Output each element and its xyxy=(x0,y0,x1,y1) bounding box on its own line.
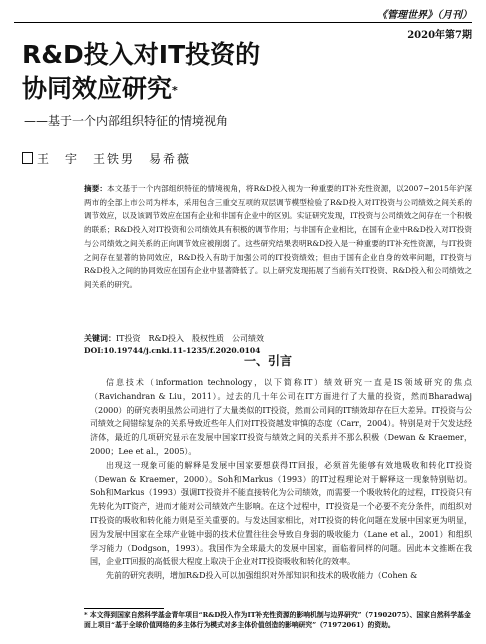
author-names: 王 宇 王铁男 易希薇 xyxy=(37,152,192,166)
keywords xyxy=(84,332,472,345)
square-icon xyxy=(22,152,33,164)
issue-number: 2020年第7期 xyxy=(407,30,472,41)
paragraph: 出现这一现象可能的解释是发展中国家要想获得IT回报，必须首先能够有效地吸收和转化IT投资（Dewan & Kraemer，2000）。Soh和Markus（1993）的IT过程理论对于解释这一现象特别贴切。Soh和Markus（1993）强调IT投资并不能直接转化为公司绩效，而需要一个吸收转化的过程，IT投资只有先转化为IT资产，进而才能对公司绩效产生影响。在这个过程中，IT投资是一个必要不充分条件，而组织对IT投资的吸收和转化能力则是至关重要的。与发达国家相比，对IT投资的转化问题在发展中国家更为明显，因为发展中国家在全球产业链中弱的技术位置往往会导致自身弱的吸收能力（Lane et al.，2001）和组织学习能力（Dodgson，1993）。我国作为全球最大的发展中国家，面临着同样的问题。因此本文推断在我国，企业IT回报的高低很大程度上取决于企业对IT投资吸收和转化的效率。 xyxy=(90,460,472,567)
paragraph: 信息技术（information technology，以下简称IT）绩效研究一直是IS领域研究的焦点（Ravichandran & Liu，2011）。过去的几十年公司在IT方面进行了大量的投资，然而Bharadwaj（2000）的研究表明虽然公司进行了大量类似的IT投资，然而公司间的IT绩效却存在巨大差异。IT投资与公司绩效之间错综复杂的关系导致近些年人们对IT投资越发审慎的态度（Carr，2004）。特别是对于欠发达经济体，最近的几项研究显示在发展中国家IT投资与绩效之间的关系并不那么积极（Dewan & Kraemer，2000；Lee et al.，2005）。 xyxy=(90,378,472,456)
title-line2-text: 协同效应研究 xyxy=(22,74,173,103)
paragraph: 先前的研究表明，增加R&D投入可以加强组织对外部知识和技术的吸收能力（Cohen & xyxy=(106,571,418,581)
keywords-text: IT投资 R&D投入 股权性质 公司绩效 xyxy=(116,334,265,343)
footnote-rule xyxy=(84,608,164,609)
journal-name: 《管理世界》（月刊） xyxy=(377,10,472,21)
header-rule xyxy=(14,22,472,23)
title-footnote-mark: * xyxy=(172,84,178,97)
section-heading: 一、引言 xyxy=(244,354,293,368)
abstract-label: 摘要： xyxy=(84,184,108,193)
article-title-line1: R&D投入对IT投资的 xyxy=(22,40,261,69)
article-title-line2 xyxy=(22,74,178,104)
author-line xyxy=(22,150,191,167)
abstract xyxy=(84,182,472,292)
footnote: * 本文得到国家自然科学基金青年项目“R&D投入作为IT补充性资源的影响机制与边界研究”（71902075）、国家自然科学基金面上项目“基于全球价值网络的多主体行为模式对多主体价值创造的影响研究”（71972061）的资助。 xyxy=(84,611,471,629)
article-subtitle: ——基于一个内部组织特征的情境视角 xyxy=(24,114,229,128)
keywords-label: 关键词： xyxy=(84,333,116,343)
doi: DOI:10.19744/j.cnki.11-1235/f.2020.0104 xyxy=(84,346,261,355)
body-text xyxy=(90,376,472,583)
abstract-text: 本文基于一个内部组织特征的情境视角，将R&D投入视为一种重要的IT补充性资源，以2007~2015年沪深两市的全部上市公司为样本，采用包含三重交互项的双层调节模型检验了R&D投入对IT投资与公司绩效之间关系的调节效应，以及该调节效应在国有企业和非国有企业中的区别。实证研究发现，IT投资与公司绩效之间存在一个积极的联系；R&D投入对IT投资和公司绩效具有积极的调节作用；与非国有企业相比，在国有企业中R&D投入对IT投资与公司绩效之间关系的正向调节效应被削弱了。这些研究结果表明R&D投入是一种重要的IT补充性资源，与IT投资之间存在显著的协同效应，R&D投入有助于加强公司的IT投资绩效；但由于国有企业自身的效率问题，IT投资与R&D投入之间的协同效应在国有企业中显著降低了。以上研究发现拓展了当前有关IT投资、R&D投入和公司绩效之间关系的研究。 xyxy=(84,184,473,289)
